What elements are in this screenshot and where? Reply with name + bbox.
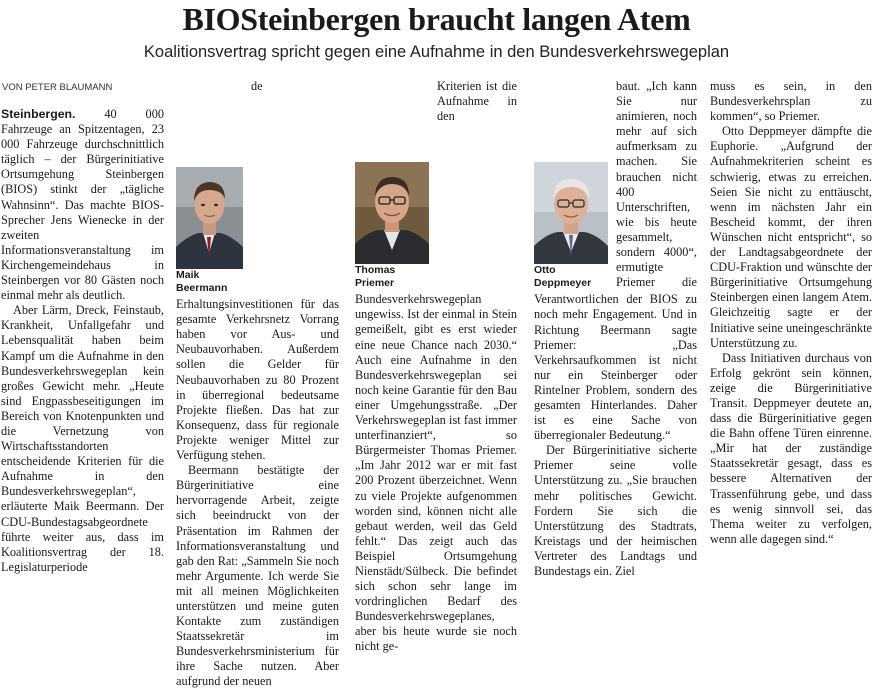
portrait-beermann <box>176 167 243 269</box>
paragraph-text: 40 000 Fahrzeuge an Spitzentagen, 23 000 Fahrzeuge durchschnittlich täglich – der Bürgerinitiative Ortsumgehung Steinbergen (BIOS) stinkt der „tägliche Wahnsinn“. Das machte BIOS-Sprecher Jens Wienecke in der zweiten Informationsveranstaltung im Kirchengemeindehaus in Steinbergen vor 80 Gästen noch einmal mehr als deutlich. <box>1 107 164 303</box>
article-column-1 <box>1 107 164 574</box>
portrait-deppmeyer <box>534 162 608 264</box>
paragraph: Aber Lärm, Dreck, Feinstaub, Krankheit, Unfallgefahr und Lebensqualität haben beim Kampf um die Aufnahme in den Bundesverkehrswegeplan kein großes Gewicht mehr. „Heute sind Engpassbeseitigungen im Bereich von Knotenpunkten und die Vernetzung von Wirtschaftsstandorten entscheidende Kriterien für die Aufnahme in den Bundesverkehrswegeplan“, erläuterte Maik Beermann. Der CDU-Bundestagsabgeordnete führte weiter aus, dass im Koalitionsvertrag der 18. Legislaturperiode <box>1 303 164 574</box>
caption-last-name: Priemer <box>355 277 395 289</box>
paragraph <box>355 79 517 655</box>
photo-beermann <box>176 167 243 295</box>
article-column-2 <box>176 79 339 689</box>
lead-word: Steinbergen. <box>1 107 76 121</box>
caption-last-name: Deppmeyer <box>534 277 592 289</box>
paragraph <box>176 79 339 463</box>
paragraph: Otto Deppmeyer dämpfte die Euphorie. „Aufgrund der Aufnahmekriterien scheint es schwierig, etwas zu erreichen. Seien Sie nicht zu enttäuscht, wenn im nächsten Jahr ein Bescheid kommt, der ihren Wünschen nicht entspricht“, so der Landtagsabgeordnete der CDU-Fraktion und wünschte der Bürgerinitiative Ortsumgehung Steinbergen einen langem Atem. Gleichzeitig sagte er der Initiative seine uneingeschränkte Unterstützung zu. <box>710 124 872 350</box>
article-column-4 <box>534 79 697 578</box>
caption-last-name: Beermann <box>176 282 228 294</box>
article-column-3 <box>355 79 517 654</box>
article-column-5 <box>710 79 872 546</box>
caption-first-name: Otto <box>534 264 556 276</box>
caption-priemer <box>355 264 429 290</box>
paragraph: Dass Initiativen durchaus von Erfolg gekrönt sein können, zeige die Bürgerinitiative Transit. Deppmeyer deutete an, dass die Bürgerinitiative gegen die Bahn offene Türen einrenne. „Mir hat der zuständige Staatssekretär gesagt, dass es bessere Alternativen der Trassenführung gebe, und dass es wenig sinnvoll sei, das Thema weiter zu verfolgen, wenn alle dagegen sind.“ <box>710 350 872 546</box>
portrait-priemer <box>355 162 429 264</box>
lead-paragraph <box>1 107 164 303</box>
paragraph: muss es sein, in den Bundesverkehrsplan zu kommen“, so Priemer. <box>710 79 872 124</box>
paragraph <box>534 79 697 443</box>
caption-deppmeyer <box>534 264 608 290</box>
photo-priemer <box>355 162 429 290</box>
photo-deppmeyer <box>534 162 608 290</box>
caption-beermann <box>176 269 243 295</box>
paragraph-text: de Erhaltungsinvestitionen für das gesamte Verkehrsnetz Vorrang haben vor Aus- und Neubauvorhaben. Außerdem sollen die Gelder für Neubauvorhaben zu 80 Prozent in überregional bedeutsame Projekte fließen. Das hat zur Konsequenz, dass für regionale Projekte weniger Mittel zur Verfügung stehen. <box>176 79 339 463</box>
byline: VON PETER BLAUMANN <box>2 82 113 93</box>
paragraph-text: baut. „Ich kann Sie nur animieren, noch mehr auf sich aufmerksam zu machen. Sie brauchen nicht 400 Unterschriften, wie bis heute gesammelt, sondern 4000“, ermutigte Priemer die Verantwortlichen der BIOS zu noch mehr Engagement. Und in Richtung Beermann sagte Priemer: „Das Verkehrsaufkommen ist nicht nur ein Steinberger oder Rintelner Problem, sondern des gesamten Hinterlandes. Daher ist es eine Sache von überregionaler Bedeutung.“ <box>534 79 697 443</box>
caption-first-name: Thomas <box>355 264 396 276</box>
subheadline: Koalitionsvertrag spricht gegen eine Aufnahme in den Bundesverkehrswegeplan <box>143 43 730 61</box>
paragraph-text: Kriterien ist die Aufnahme in den Bundesverkehrswegeplan ungewiss. Ist der einmal in Stein gemeißelt, gibt es erst wieder eine neue Chance nach 2030.“ Auch eine Aufnahme in den Bundesverkehrswegeplan sei noch keine Garantie für den Bau einer Umgehungsstraße. „Der Verkehrswegeplan ist fast immer unterfinanziert“, so Bürgermeister Thomas Priemer. „Im Jahr 2012 war er mit fast 200 Prozent überzeichnet. Wenn zu viele Projekte aufgenommen worden sind, können nicht alle gebaut werden, weil das Geld fehlt.“ Das zeigt auch das Beispiel Ortsumgehung Nienstädt/Sülbeck. Die befindet sich schon sehr lange im vordringlichen Bedarf des Bundesverkehrswegeplanes, aber bis heute wurde sie noch nicht ge- <box>355 79 517 654</box>
headline: BIOSteinbergen braucht langen Atem <box>182 1 691 37</box>
paragraph: Beermann bestätigte der Bürgerinitiative eine hervorragende Arbeit, zeigte sich beeindruckt von der Präsentation im Rahmen der Informationsveranstaltung und gab den Rat: „Sammeln Sie noch mehr Argumente. Ich werde Sie mit all meinen Möglichkeiten unterstützen und meine guten Kontakte zum zuständigen Staatssekretär im Bundesverkehrsministerium für ihre Sache nutzen. Aber aufgrund der neuen <box>176 463 339 689</box>
paragraph: Der Bürgerinitiative sicherte Priemer seine volle Unterstützung zu. „Sie brauchen mehr politisches Gewicht. Fordern Sie sich die Unterstützung des Stadtrats, Kreistags und der heimischen Vertreter des Landtags und Bundestags ein. Ziel <box>534 443 697 578</box>
caption-first-name: Maik <box>176 269 200 281</box>
